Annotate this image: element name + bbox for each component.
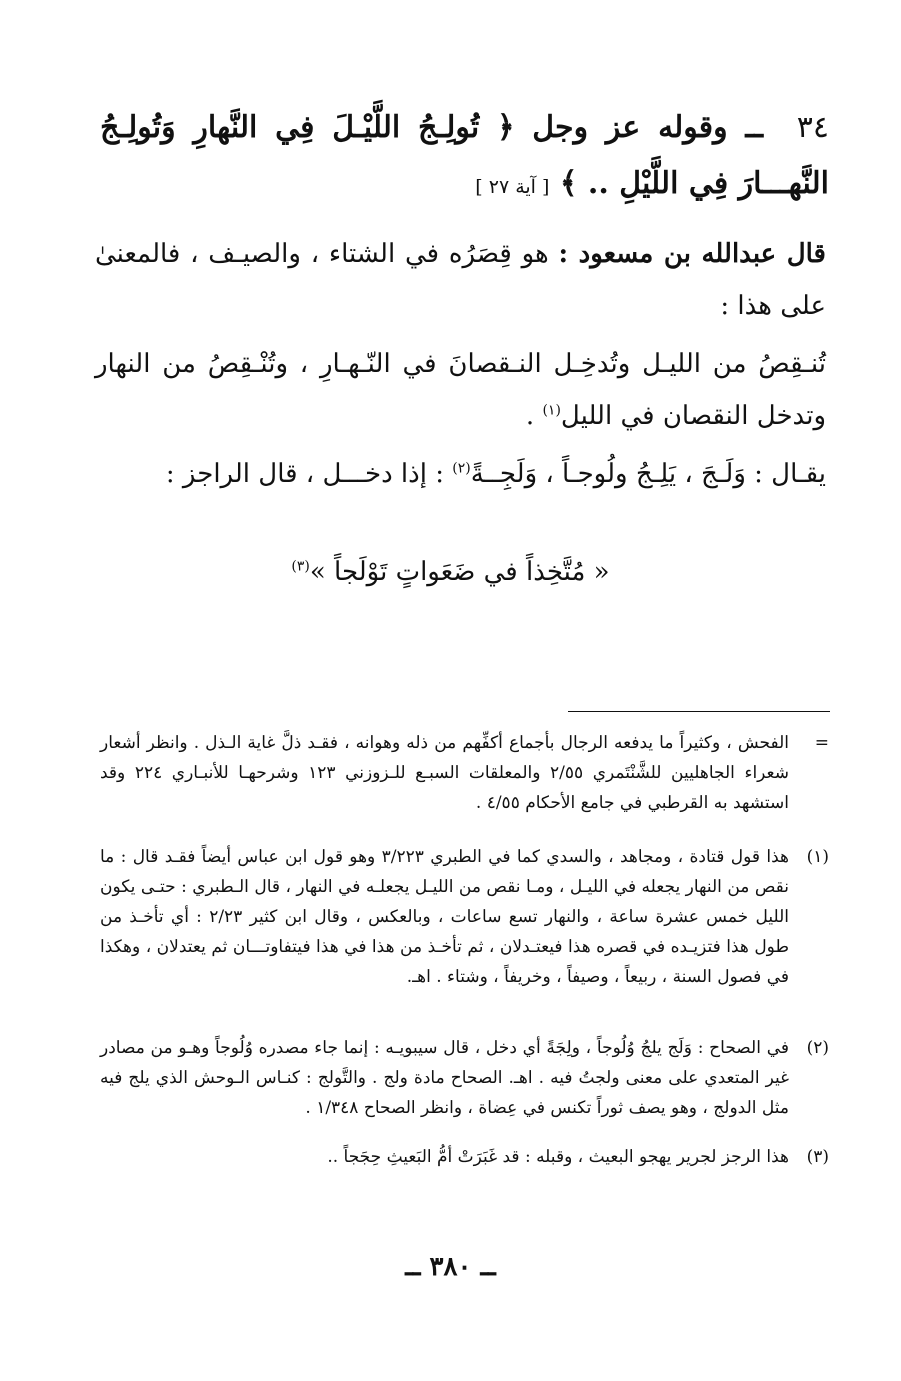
footnote-2 xyxy=(100,1033,829,1123)
item-number: ٣٤ xyxy=(796,110,829,145)
paragraph-lead: قال عبدالله بن مسعود : xyxy=(558,239,826,269)
footnote-number: (٢) xyxy=(806,1038,829,1058)
heading-text: ــ وقوله عز وجل ﴿ تُولِـجُ اللَّيْـلَ فِي النَّهارِ وَتُولِـجُ النَّهـــارَ فِي اللَّيْلِ .. ﴾ xyxy=(100,110,829,201)
footnote-text: في الصحاح : وَلَج يلجُ وُلُوجاً ، ولِجَةً أي دخل ، قال سيبويـه : إنما جاء مصدره وُلُوجاً وهـو من مصادر غير المتعدي على معنى ولجتُ فيه . اهـ. الصحاح مادة ولج . والتَّولج : كنـاس الـوحش الذي يلج فيه مثل الدولج ، وهو يصف ثوراً تكنس في عِضاة ، وانظر الصحاح ١/٣٤٨ . xyxy=(100,1038,789,1118)
footnote-text: هذا الرجز لجرير يهجو البعيث ، وقبله : قد غَبَرَتْ أمُّ البَعيثِ حِجَجاً .. xyxy=(327,1147,789,1167)
verse-text: « مُتَّخِذاً في ضَعَواتٍ تَوْلَجاً » xyxy=(309,557,610,587)
paragraph-meaning xyxy=(95,338,826,442)
paragraph-end: . xyxy=(525,401,543,431)
paragraph-body-cont: : إذا دخـــل ، قال الراجز : xyxy=(165,459,453,489)
footnote-ref: (٢) xyxy=(452,460,471,477)
footnote-ref: (٣) xyxy=(291,558,310,575)
footnote-number: (٣) xyxy=(806,1147,829,1167)
paragraph-etymology xyxy=(95,448,826,500)
footnote-text: هذا قول قتادة ، ومجاهد ، والسدي كما في الطبري ٣/٢٢٣ وهو قول ابن عباس أيضاً فقـد قال : ما نقص من النهار يجعله في الليـل ، ومـا نقص من الليـل يجعلـه في النهار ، قال الـطبري : حتـى يكون الليل خمس عشرة ساعة ، والنهار تسع ساعات ، وبالعكس ، وقال ابن كثير ٢/٢٣ : أي تأخـذ من طول هذا فتزيـده في قصره هذا فيعتـدلان ، ثم تأخـذ من هذا في هذا فيتفاوتـــان ثم يعتدلان ، وهكذا في فصول السنة ، ربيعاً ، وصيفاً ، وخريفاً ، وشتاء . اهـ. xyxy=(100,847,789,987)
page-number: ــ ٣٨٠ ــ xyxy=(405,1252,496,1282)
footnote-3 xyxy=(100,1142,829,1172)
verse-heading xyxy=(100,100,829,215)
footnote-ref: (١) xyxy=(542,402,561,419)
paragraph-ibn-masud xyxy=(95,228,826,332)
footnote-separator xyxy=(568,711,830,712)
poetry-verse xyxy=(0,546,901,598)
footnote-number: (١) xyxy=(806,847,829,867)
paragraph-body: يقـال : وَلَـجَ ، يَلِـجُ ولُوجـاً ، وَلَجِــةً xyxy=(470,459,826,489)
footnote-continuation xyxy=(100,728,829,818)
footnote-text: الفحش ، وكثيراً ما يدفعه الرجال بأجماع أكفِّهم من ذله وهوانه ، فقـد ذلَّ غاية الـذل . وانظر أشعار شعراء الجاهليين للشَّنْتَمري ٢/٥٥ والمعلقات السبـع للـزوزني ١٢٣ وشرحهـا للأنبـاري ٢٢٤ وقد استشهد به القرطبي في جامع الأحكام ٤/٥٥ . xyxy=(100,733,789,813)
ayah-reference: [ آية ٢٧ ] xyxy=(475,176,550,198)
paragraph-body: هو قِصَرُه في الشتاء ، والصيـف ، فالمعنىٰ على هذا : xyxy=(95,239,826,321)
footnote-1 xyxy=(100,842,829,992)
paragraph-body: تُنـقِصُ من الليـل وتُدخِـل النـقصانَ في النّـهـارِ ، وتُنْـقِصُ من النهار وتدخل النقصان في الليل xyxy=(95,349,826,431)
continuation-marker: = xyxy=(814,733,829,753)
